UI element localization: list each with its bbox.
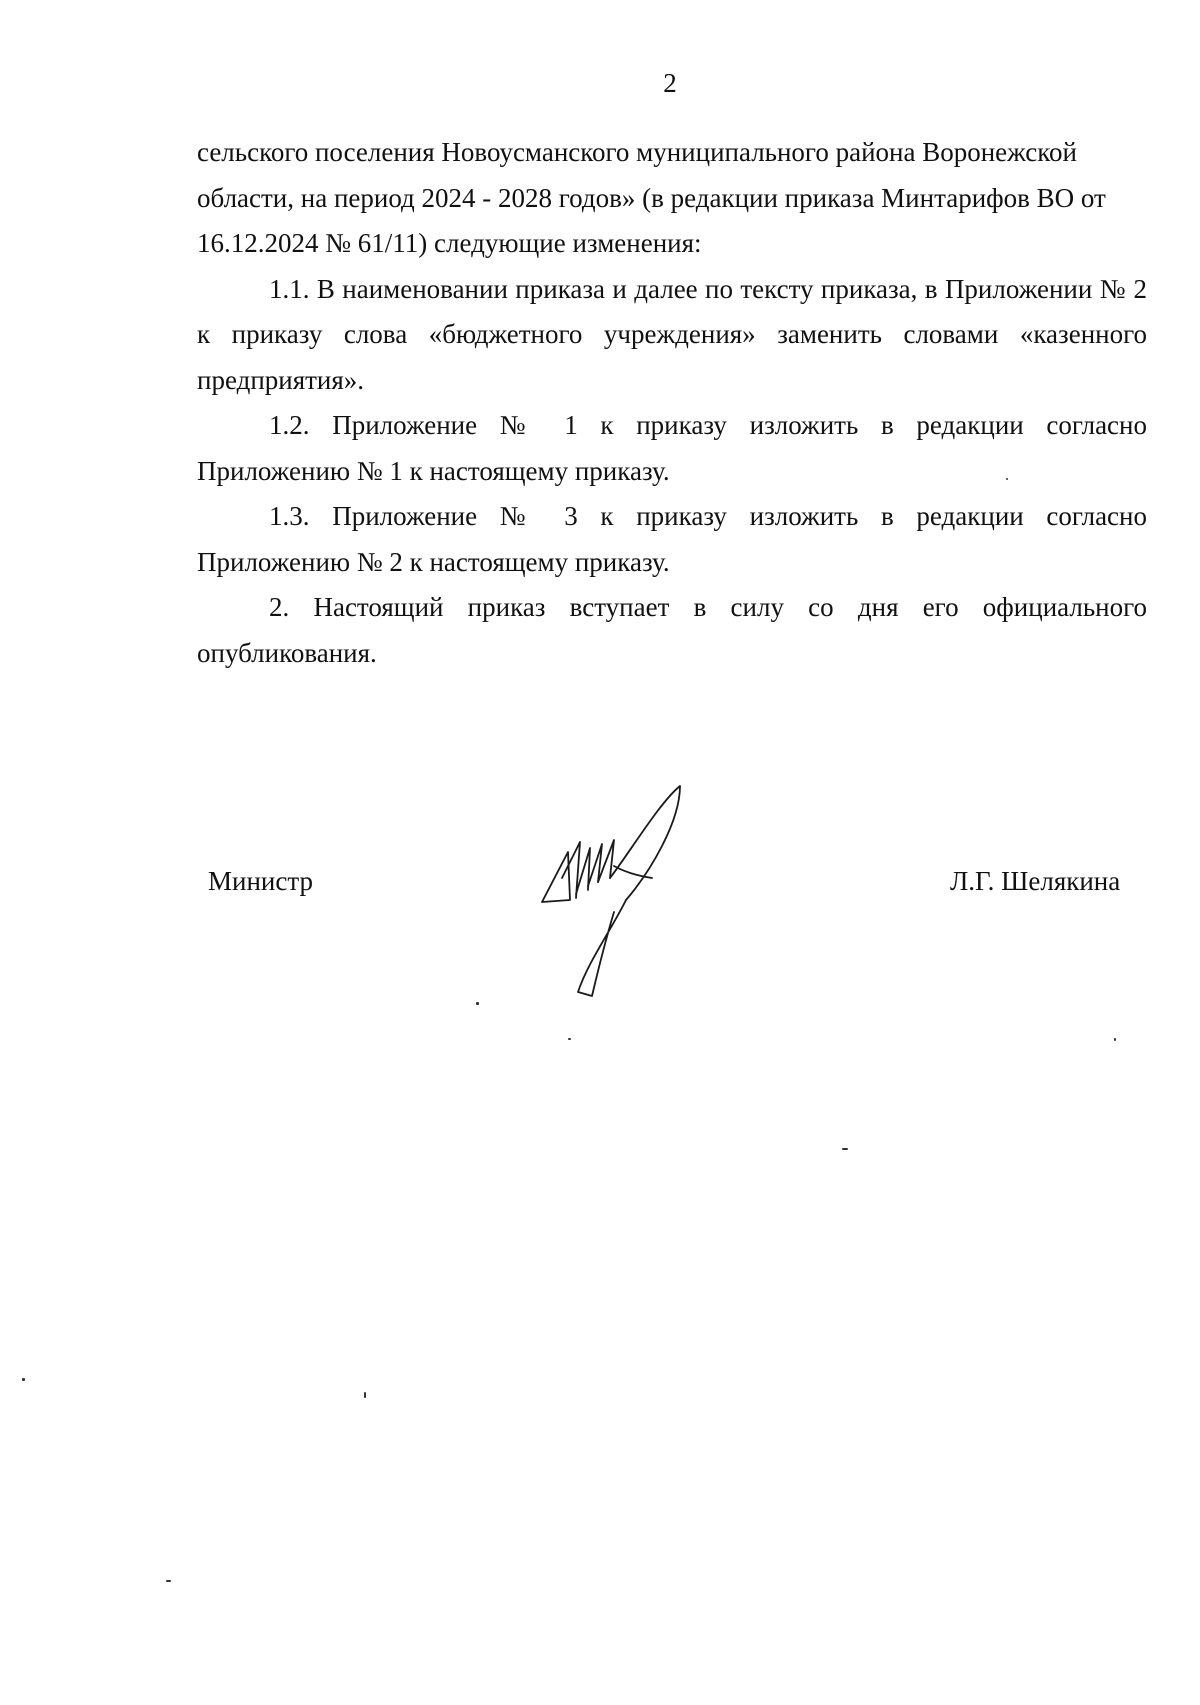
scan-speck xyxy=(22,1378,25,1381)
signatory-title: Министр xyxy=(208,866,313,896)
scan-speck xyxy=(364,1392,366,1398)
scan-speck xyxy=(1006,478,1008,480)
paragraph-1-3: 1.3. Приложение № 3 к приказу изложить в редакции согласно Приложению № 2 к настоящему приказу. xyxy=(197,501,1147,577)
scan-speck xyxy=(842,1148,848,1150)
scan-speck xyxy=(476,1002,479,1005)
paragraph-2: 2. Настоящий приказ вступает в силу со дня его официального опубликования. xyxy=(197,592,1147,668)
paragraph-continuation: сельского поселения Новоусманского муниципального района Воронежской области, на период 2024 - 2028 годов» (в редакции приказа Минтарифов ВО от 16.12.2024 № 61/11) следующие изменения: xyxy=(197,137,1106,258)
paragraph-1-2: 1.2. Приложение № 1 к приказу изложить в редакции согласно Приложению № 1 к настоящему приказу. xyxy=(197,410,1147,486)
scan-speck xyxy=(1114,1038,1116,1041)
scan-speck xyxy=(568,1038,571,1040)
scan-speck xyxy=(166,1580,171,1582)
document-body xyxy=(197,130,1147,676)
handwritten-signature xyxy=(530,782,720,1002)
page-number: 2 xyxy=(663,68,677,98)
signatory-name: Л.Г. Шелякина xyxy=(950,866,1121,896)
paragraph-1-1: 1.1. В наименовании приказа и далее по тексту приказа, в Приложении № 2 к приказу слова «бюджетного учреждения» заменить словами «казенного предприятия». xyxy=(197,273,1147,395)
